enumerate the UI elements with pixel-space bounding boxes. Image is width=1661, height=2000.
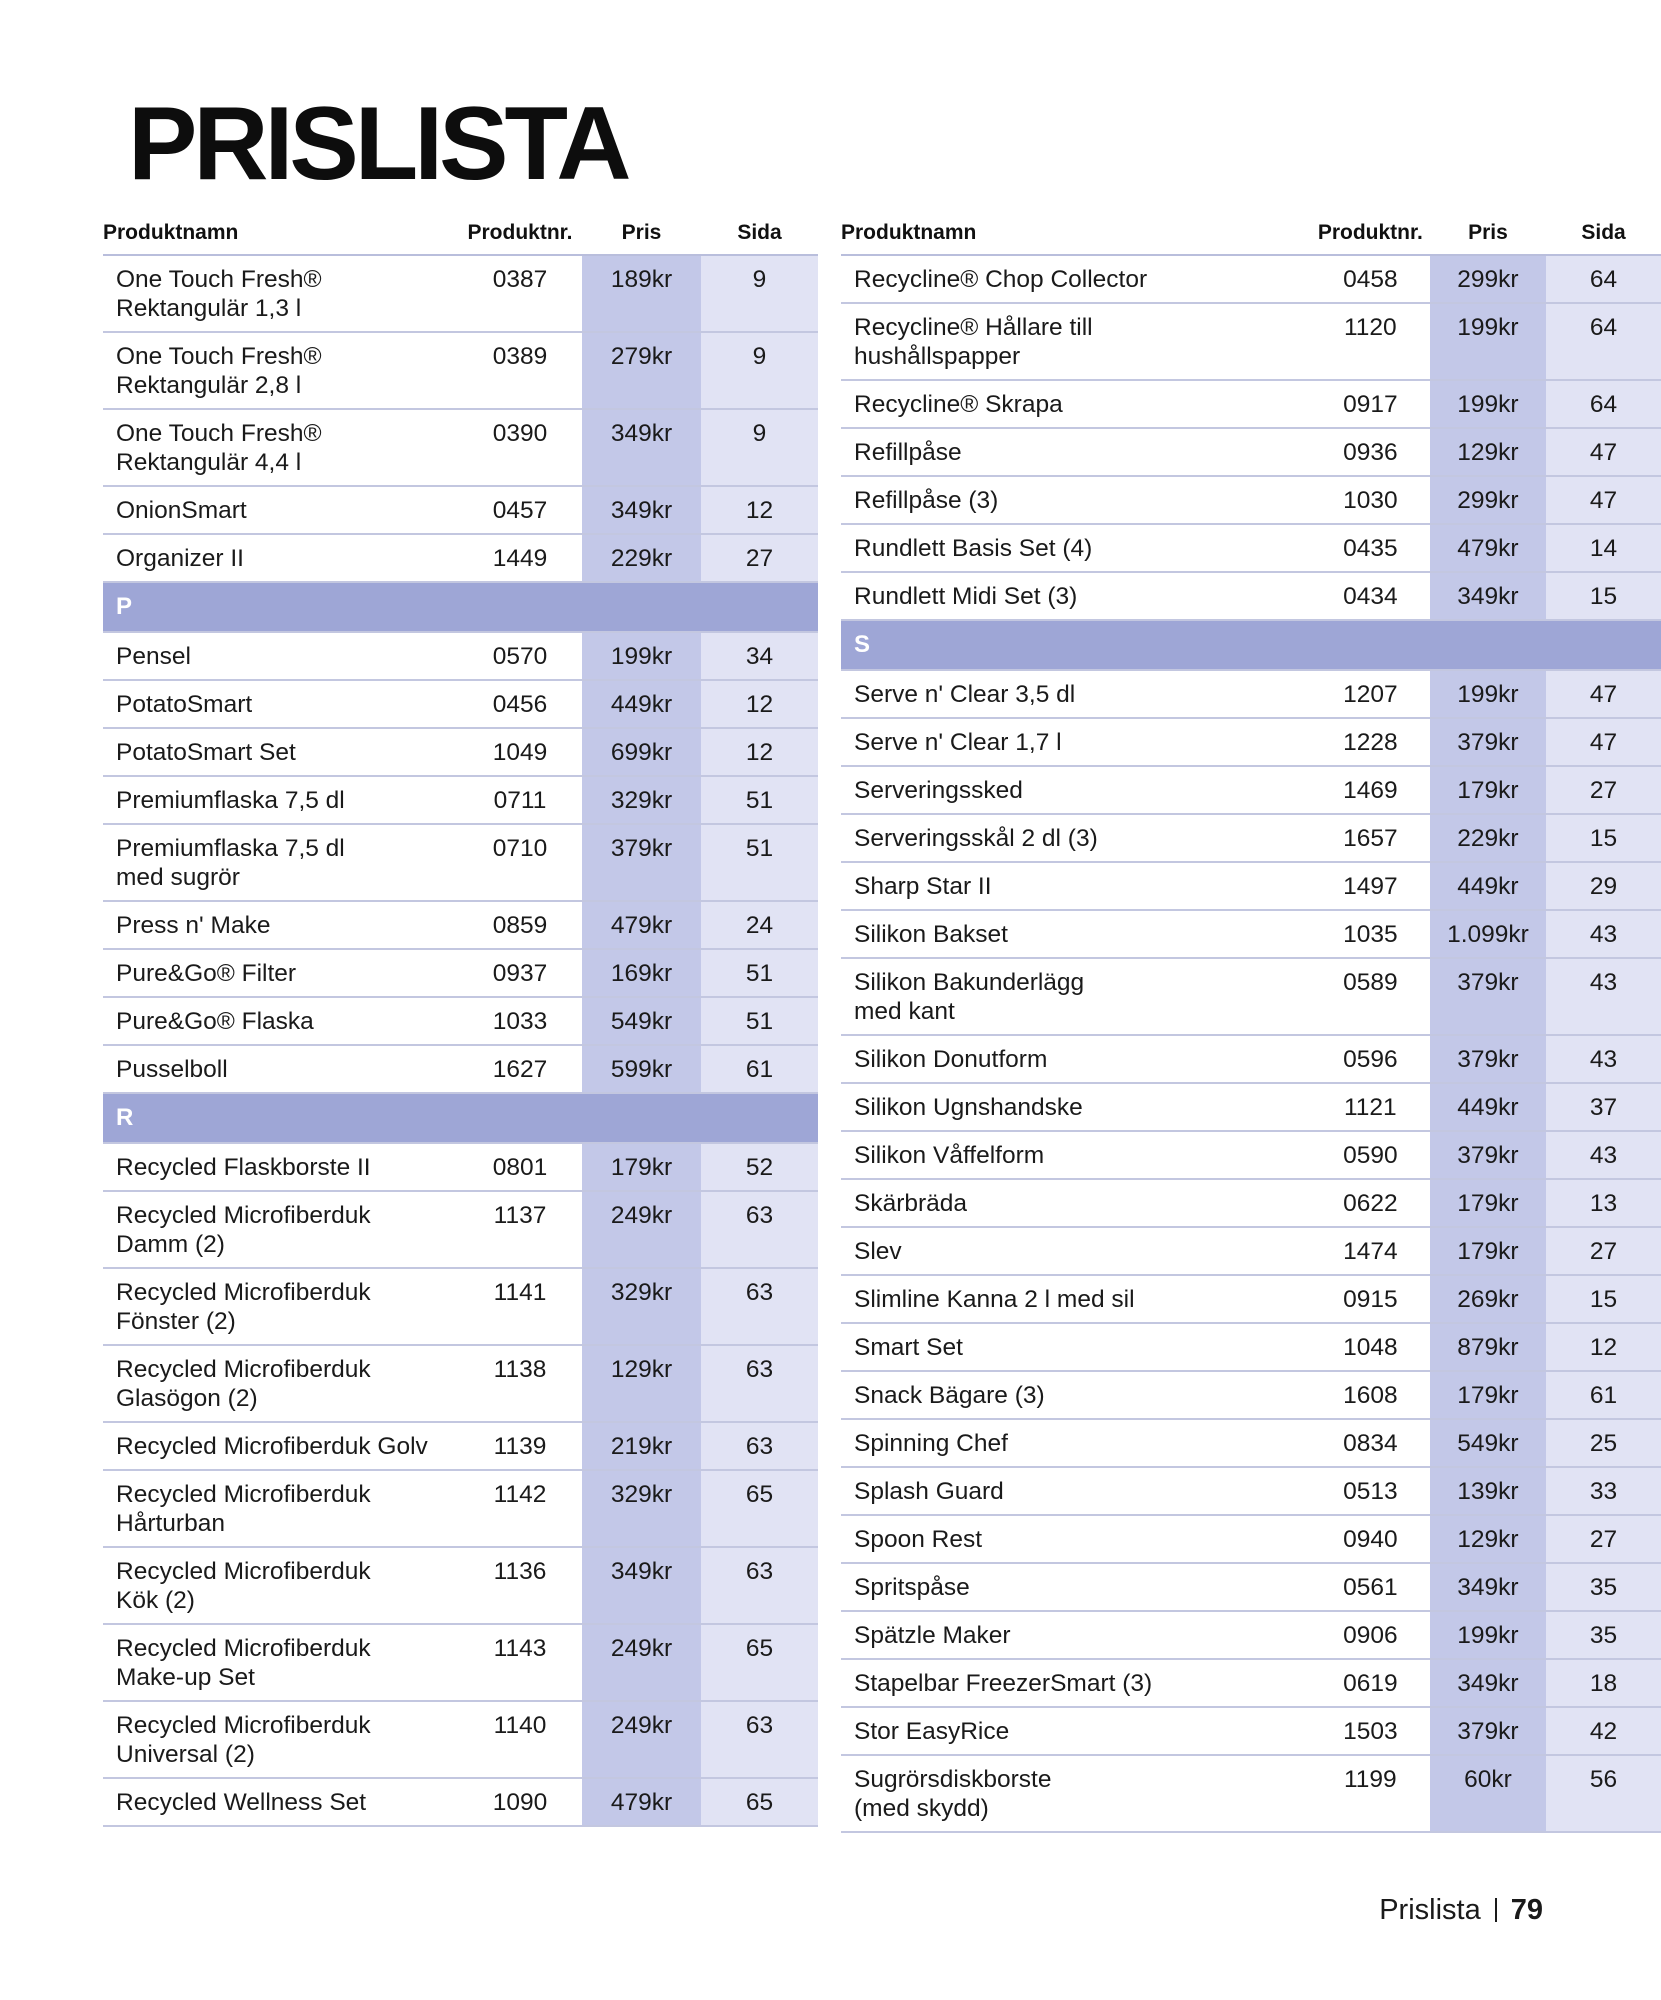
product-name: Splash Guard [841,1467,1311,1515]
table-row [103,1045,818,1093]
column-header-page: Sida [1546,212,1661,255]
product-name: Silikon Våffelform [841,1131,1311,1179]
product-number: 1035 [1311,910,1430,958]
product-number: 0622 [1311,1179,1430,1227]
product-number: 1142 [458,1470,582,1547]
table-row [103,1778,818,1826]
table-row [841,766,1661,814]
product-name: Recycled Microfiberduk Make-up Set [103,1624,458,1701]
table-row [103,1422,818,1470]
page-title: PRISLISTA [128,86,628,202]
product-page: 43 [1546,1131,1661,1179]
table-row [841,1419,1661,1467]
product-price: 349kr [582,1547,701,1624]
product-number: 1657 [1311,814,1430,862]
product-page: 15 [1546,572,1661,620]
product-name: Recycled Microfiberduk Golv [103,1422,458,1470]
product-name: Smart Set [841,1323,1311,1371]
product-name: Slev [841,1227,1311,1275]
product-price: 379kr [582,824,701,901]
product-number: 1139 [458,1422,582,1470]
product-name: Silikon Donutform [841,1035,1311,1083]
product-price: 329kr [582,1470,701,1547]
product-name: One Touch Fresh® Rektangulär 2,8 l [103,332,458,409]
product-name: Recycled Microfiberduk Universal (2) [103,1701,458,1778]
product-number: 1138 [458,1345,582,1422]
product-price: 199kr [582,632,701,680]
product-price: 129kr [1430,1515,1546,1563]
product-name: Pensel [103,632,458,680]
table-row [841,255,1661,303]
table-row [103,997,818,1045]
product-page: 24 [701,901,818,949]
product-number: 0834 [1311,1419,1430,1467]
product-number: 0940 [1311,1515,1430,1563]
product-page: 51 [701,997,818,1045]
table-row [103,824,818,901]
product-name: One Touch Fresh® Rektangulär 4,4 l [103,409,458,486]
column-header-name: Produktnamn [841,212,1311,255]
product-page: 63 [701,1345,818,1422]
product-price: 479kr [582,1778,701,1826]
product-page: 63 [701,1422,818,1470]
product-page: 47 [1546,428,1661,476]
table-row [103,1547,818,1624]
product-number: 1090 [458,1778,582,1826]
product-number: 0457 [458,486,582,534]
product-number: 1497 [1311,862,1430,910]
table-row [103,1268,818,1345]
page-footer [1379,1894,1543,1927]
table-row [841,718,1661,766]
table-row [103,1701,818,1778]
table-header-row [841,212,1661,255]
price-table-right [841,212,1661,1833]
product-number: 0917 [1311,380,1430,428]
product-name: One Touch Fresh® Rektangulär 1,3 l [103,255,458,332]
table-row [103,1624,818,1701]
product-number: 1120 [1311,303,1430,380]
table-row [103,1143,818,1191]
product-price: 349kr [1430,1563,1546,1611]
product-page: 64 [1546,303,1661,380]
table-row [841,1323,1661,1371]
product-price: 249kr [582,1624,701,1701]
product-page: 56 [1546,1755,1661,1832]
product-name: Pure&Go® Filter [103,949,458,997]
product-number: 0513 [1311,1467,1430,1515]
product-price: 449kr [1430,1083,1546,1131]
product-price: 139kr [1430,1467,1546,1515]
product-page: 65 [701,1624,818,1701]
product-name: Recycled Microfiberduk Kök (2) [103,1547,458,1624]
product-price: 379kr [1430,958,1546,1035]
product-price: 379kr [1430,1131,1546,1179]
product-number: 1627 [458,1045,582,1093]
table-row [841,1515,1661,1563]
product-page: 51 [701,776,818,824]
product-name: Silikon Ugnshandske [841,1083,1311,1131]
column-header-price: Pris [1430,212,1546,255]
product-page: 27 [701,534,818,582]
section-header-row [103,582,818,632]
product-page: 29 [1546,862,1661,910]
table-row [103,901,818,949]
product-price: 129kr [582,1345,701,1422]
table-row [103,1345,818,1422]
footer-divider [1495,1898,1497,1922]
product-name: PotatoSmart Set [103,728,458,776]
product-name: Refillpåse (3) [841,476,1311,524]
product-number: 0387 [458,255,582,332]
table-row [103,776,818,824]
product-name: Serveringsskål 2 dl (3) [841,814,1311,862]
product-page: 37 [1546,1083,1661,1131]
page-number: 79 [1510,1894,1543,1926]
product-name: Recycled Microfiberduk Fönster (2) [103,1268,458,1345]
table-row [841,303,1661,380]
table-row [103,409,818,486]
product-page: 47 [1546,718,1661,766]
product-price: 179kr [1430,1227,1546,1275]
product-number: 1474 [1311,1227,1430,1275]
product-price: 199kr [1430,1611,1546,1659]
product-page: 15 [1546,814,1661,862]
column-header-nr: Produktnr. [1311,212,1430,255]
table-row [841,524,1661,572]
product-name: Recycled Microfiberduk Hårturban [103,1470,458,1547]
product-price: 199kr [1430,380,1546,428]
table-row [841,1707,1661,1755]
product-name: Sugrörsdiskborste (med skydd) [841,1755,1311,1832]
product-price: 329kr [582,776,701,824]
table-row [841,428,1661,476]
product-price: 549kr [582,997,701,1045]
product-page: 9 [701,409,818,486]
product-name: OnionSmart [103,486,458,534]
product-number: 0710 [458,824,582,901]
product-number: 1469 [1311,766,1430,814]
product-price: 229kr [582,534,701,582]
product-name: PotatoSmart [103,680,458,728]
product-page: 13 [1546,1179,1661,1227]
product-page: 25 [1546,1419,1661,1467]
product-name: Serve n' Clear 3,5 dl [841,670,1311,718]
product-page: 65 [701,1778,818,1826]
section-letter: R [103,1093,818,1143]
table-row [103,534,818,582]
table-row [841,1131,1661,1179]
table-row [841,476,1661,524]
product-name: Skärbräda [841,1179,1311,1227]
column-header-name: Produktnamn [103,212,458,255]
product-price: 349kr [582,486,701,534]
column-header-nr: Produktnr. [458,212,582,255]
product-number: 1030 [1311,476,1430,524]
product-price: 349kr [582,409,701,486]
product-name: Spätzle Maker [841,1611,1311,1659]
product-number: 0915 [1311,1275,1430,1323]
product-price: 299kr [1430,476,1546,524]
product-page: 63 [701,1701,818,1778]
product-price: 479kr [1430,524,1546,572]
product-number: 1199 [1311,1755,1430,1832]
product-page: 51 [701,949,818,997]
product-number: 1141 [458,1268,582,1345]
product-price: 379kr [1430,1707,1546,1755]
product-number: 0389 [458,332,582,409]
product-number: 1143 [458,1624,582,1701]
product-price: 179kr [1430,1371,1546,1419]
product-price: 249kr [582,1191,701,1268]
table-row [103,1470,818,1547]
product-price: 699kr [582,728,701,776]
product-name: Recycline® Chop Collector [841,255,1311,303]
product-name: Rundlett Midi Set (3) [841,572,1311,620]
product-price: 549kr [1430,1419,1546,1467]
product-page: 64 [1546,380,1661,428]
product-name: Spinning Chef [841,1419,1311,1467]
product-number: 0435 [1311,524,1430,572]
product-name: Sharp Star II [841,862,1311,910]
table-row [841,958,1661,1035]
product-number: 0596 [1311,1035,1430,1083]
product-name: Recycled Microfiberduk Damm (2) [103,1191,458,1268]
product-price: 179kr [582,1143,701,1191]
table-row [103,332,818,409]
product-price: 199kr [1430,670,1546,718]
product-page: 33 [1546,1467,1661,1515]
product-page: 61 [701,1045,818,1093]
table-header-row [103,212,818,255]
product-number: 0906 [1311,1611,1430,1659]
product-name: Rundlett Basis Set (4) [841,524,1311,572]
product-name: Premiumflaska 7,5 dl [103,776,458,824]
table-row [103,486,818,534]
product-name: Serveringssked [841,766,1311,814]
product-price: 379kr [1430,1035,1546,1083]
product-name: Recycled Wellness Set [103,1778,458,1826]
product-page: 27 [1546,766,1661,814]
product-page: 14 [1546,524,1661,572]
product-name: Snack Bägare (3) [841,1371,1311,1419]
table-row [841,862,1661,910]
product-page: 12 [701,728,818,776]
price-table-left [103,212,818,1827]
product-name: Serve n' Clear 1,7 l [841,718,1311,766]
table-row [841,1083,1661,1131]
product-number: 1049 [458,728,582,776]
product-number: 1449 [458,534,582,582]
product-number: 0589 [1311,958,1430,1035]
product-price: 129kr [1430,428,1546,476]
product-name: Recycled Flaskborste II [103,1143,458,1191]
product-number: 0711 [458,776,582,824]
product-number: 1137 [458,1191,582,1268]
product-page: 63 [701,1547,818,1624]
product-page: 52 [701,1143,818,1191]
product-price: 60kr [1430,1755,1546,1832]
section-letter: S [841,620,1661,670]
product-number: 0570 [458,632,582,680]
product-number: 1140 [458,1701,582,1778]
product-number: 0434 [1311,572,1430,620]
product-price: 179kr [1430,1179,1546,1227]
product-page: 65 [701,1470,818,1547]
product-price: 479kr [582,901,701,949]
product-page: 47 [1546,476,1661,524]
footer-section-label: Prislista [1379,1894,1481,1926]
table-row [841,1563,1661,1611]
product-number: 0590 [1311,1131,1430,1179]
product-page: 12 [701,680,818,728]
product-price: 179kr [1430,766,1546,814]
product-price: 249kr [582,1701,701,1778]
product-name: Recycline® Skrapa [841,380,1311,428]
product-number: 1121 [1311,1083,1430,1131]
table-row [841,1611,1661,1659]
product-page: 43 [1546,1035,1661,1083]
product-price: 349kr [1430,1659,1546,1707]
product-page: 47 [1546,670,1661,718]
product-number: 0801 [458,1143,582,1191]
product-price: 189kr [582,255,701,332]
table-row [103,1191,818,1268]
product-name: Pusselboll [103,1045,458,1093]
table-row [841,1755,1661,1832]
table-row [103,728,818,776]
product-number: 1228 [1311,718,1430,766]
product-price: 379kr [1430,718,1546,766]
product-page: 51 [701,824,818,901]
product-page: 42 [1546,1707,1661,1755]
table-row [841,814,1661,862]
product-price: 349kr [1430,572,1546,620]
product-page: 15 [1546,1275,1661,1323]
table-row [841,1659,1661,1707]
product-page: 61 [1546,1371,1661,1419]
product-price: 299kr [1430,255,1546,303]
table-row [841,670,1661,718]
product-name: Slimline Kanna 2 l med sil [841,1275,1311,1323]
product-page: 27 [1546,1227,1661,1275]
product-page: 63 [701,1191,818,1268]
table-row [103,680,818,728]
table-row [103,949,818,997]
product-page: 27 [1546,1515,1661,1563]
product-number: 1048 [1311,1323,1430,1371]
product-page: 12 [701,486,818,534]
column-header-page: Sida [701,212,818,255]
product-page: 43 [1546,910,1661,958]
product-name: Silikon Bakset [841,910,1311,958]
product-number: 0936 [1311,428,1430,476]
product-number: 1207 [1311,670,1430,718]
product-number: 0390 [458,409,582,486]
product-page: 35 [1546,1611,1661,1659]
product-price: 1.099kr [1430,910,1546,958]
product-page: 9 [701,255,818,332]
table-row [103,255,818,332]
product-number: 0937 [458,949,582,997]
product-name: Pure&Go® Flaska [103,997,458,1045]
product-number: 1136 [458,1547,582,1624]
product-price: 269kr [1430,1275,1546,1323]
table-row [841,380,1661,428]
product-name: Recycline® Hållare till hushållspapper [841,303,1311,380]
section-header-row [103,1093,818,1143]
table-row [841,1227,1661,1275]
product-page: 9 [701,332,818,409]
product-page: 12 [1546,1323,1661,1371]
product-name: Refillpåse [841,428,1311,476]
product-price: 229kr [1430,814,1546,862]
section-letter: P [103,582,818,632]
product-price: 219kr [582,1422,701,1470]
product-page: 34 [701,632,818,680]
product-price: 599kr [582,1045,701,1093]
product-name: Spoon Rest [841,1515,1311,1563]
table-row [841,572,1661,620]
product-number: 0619 [1311,1659,1430,1707]
product-name: Recycled Microfiberduk Glasögon (2) [103,1345,458,1422]
table-row [841,910,1661,958]
product-number: 1503 [1311,1707,1430,1755]
table-row [841,1179,1661,1227]
product-page: 35 [1546,1563,1661,1611]
product-number: 1608 [1311,1371,1430,1419]
product-name: Organizer II [103,534,458,582]
product-page: 43 [1546,958,1661,1035]
product-name: Silikon Bakunderlägg med kant [841,958,1311,1035]
table-row [841,1371,1661,1419]
product-page: 18 [1546,1659,1661,1707]
product-price: 199kr [1430,303,1546,380]
product-page: 63 [701,1268,818,1345]
product-price: 449kr [1430,862,1546,910]
product-number: 0859 [458,901,582,949]
table-row [103,632,818,680]
table-row [841,1035,1661,1083]
product-price: 879kr [1430,1323,1546,1371]
table-row [841,1275,1661,1323]
table-row [841,1467,1661,1515]
product-price: 279kr [582,332,701,409]
product-name: Spritspåse [841,1563,1311,1611]
product-price: 449kr [582,680,701,728]
product-name: Stor EasyRice [841,1707,1311,1755]
product-name: Press n' Make [103,901,458,949]
section-header-row [841,620,1661,670]
product-name: Premiumflaska 7,5 dl med sugrör [103,824,458,901]
product-number: 0561 [1311,1563,1430,1611]
column-header-price: Pris [582,212,701,255]
product-number: 1033 [458,997,582,1045]
product-price: 169kr [582,949,701,997]
product-price: 329kr [582,1268,701,1345]
product-number: 0456 [458,680,582,728]
product-name: Stapelbar FreezerSmart (3) [841,1659,1311,1707]
product-number: 0458 [1311,255,1430,303]
product-page: 64 [1546,255,1661,303]
